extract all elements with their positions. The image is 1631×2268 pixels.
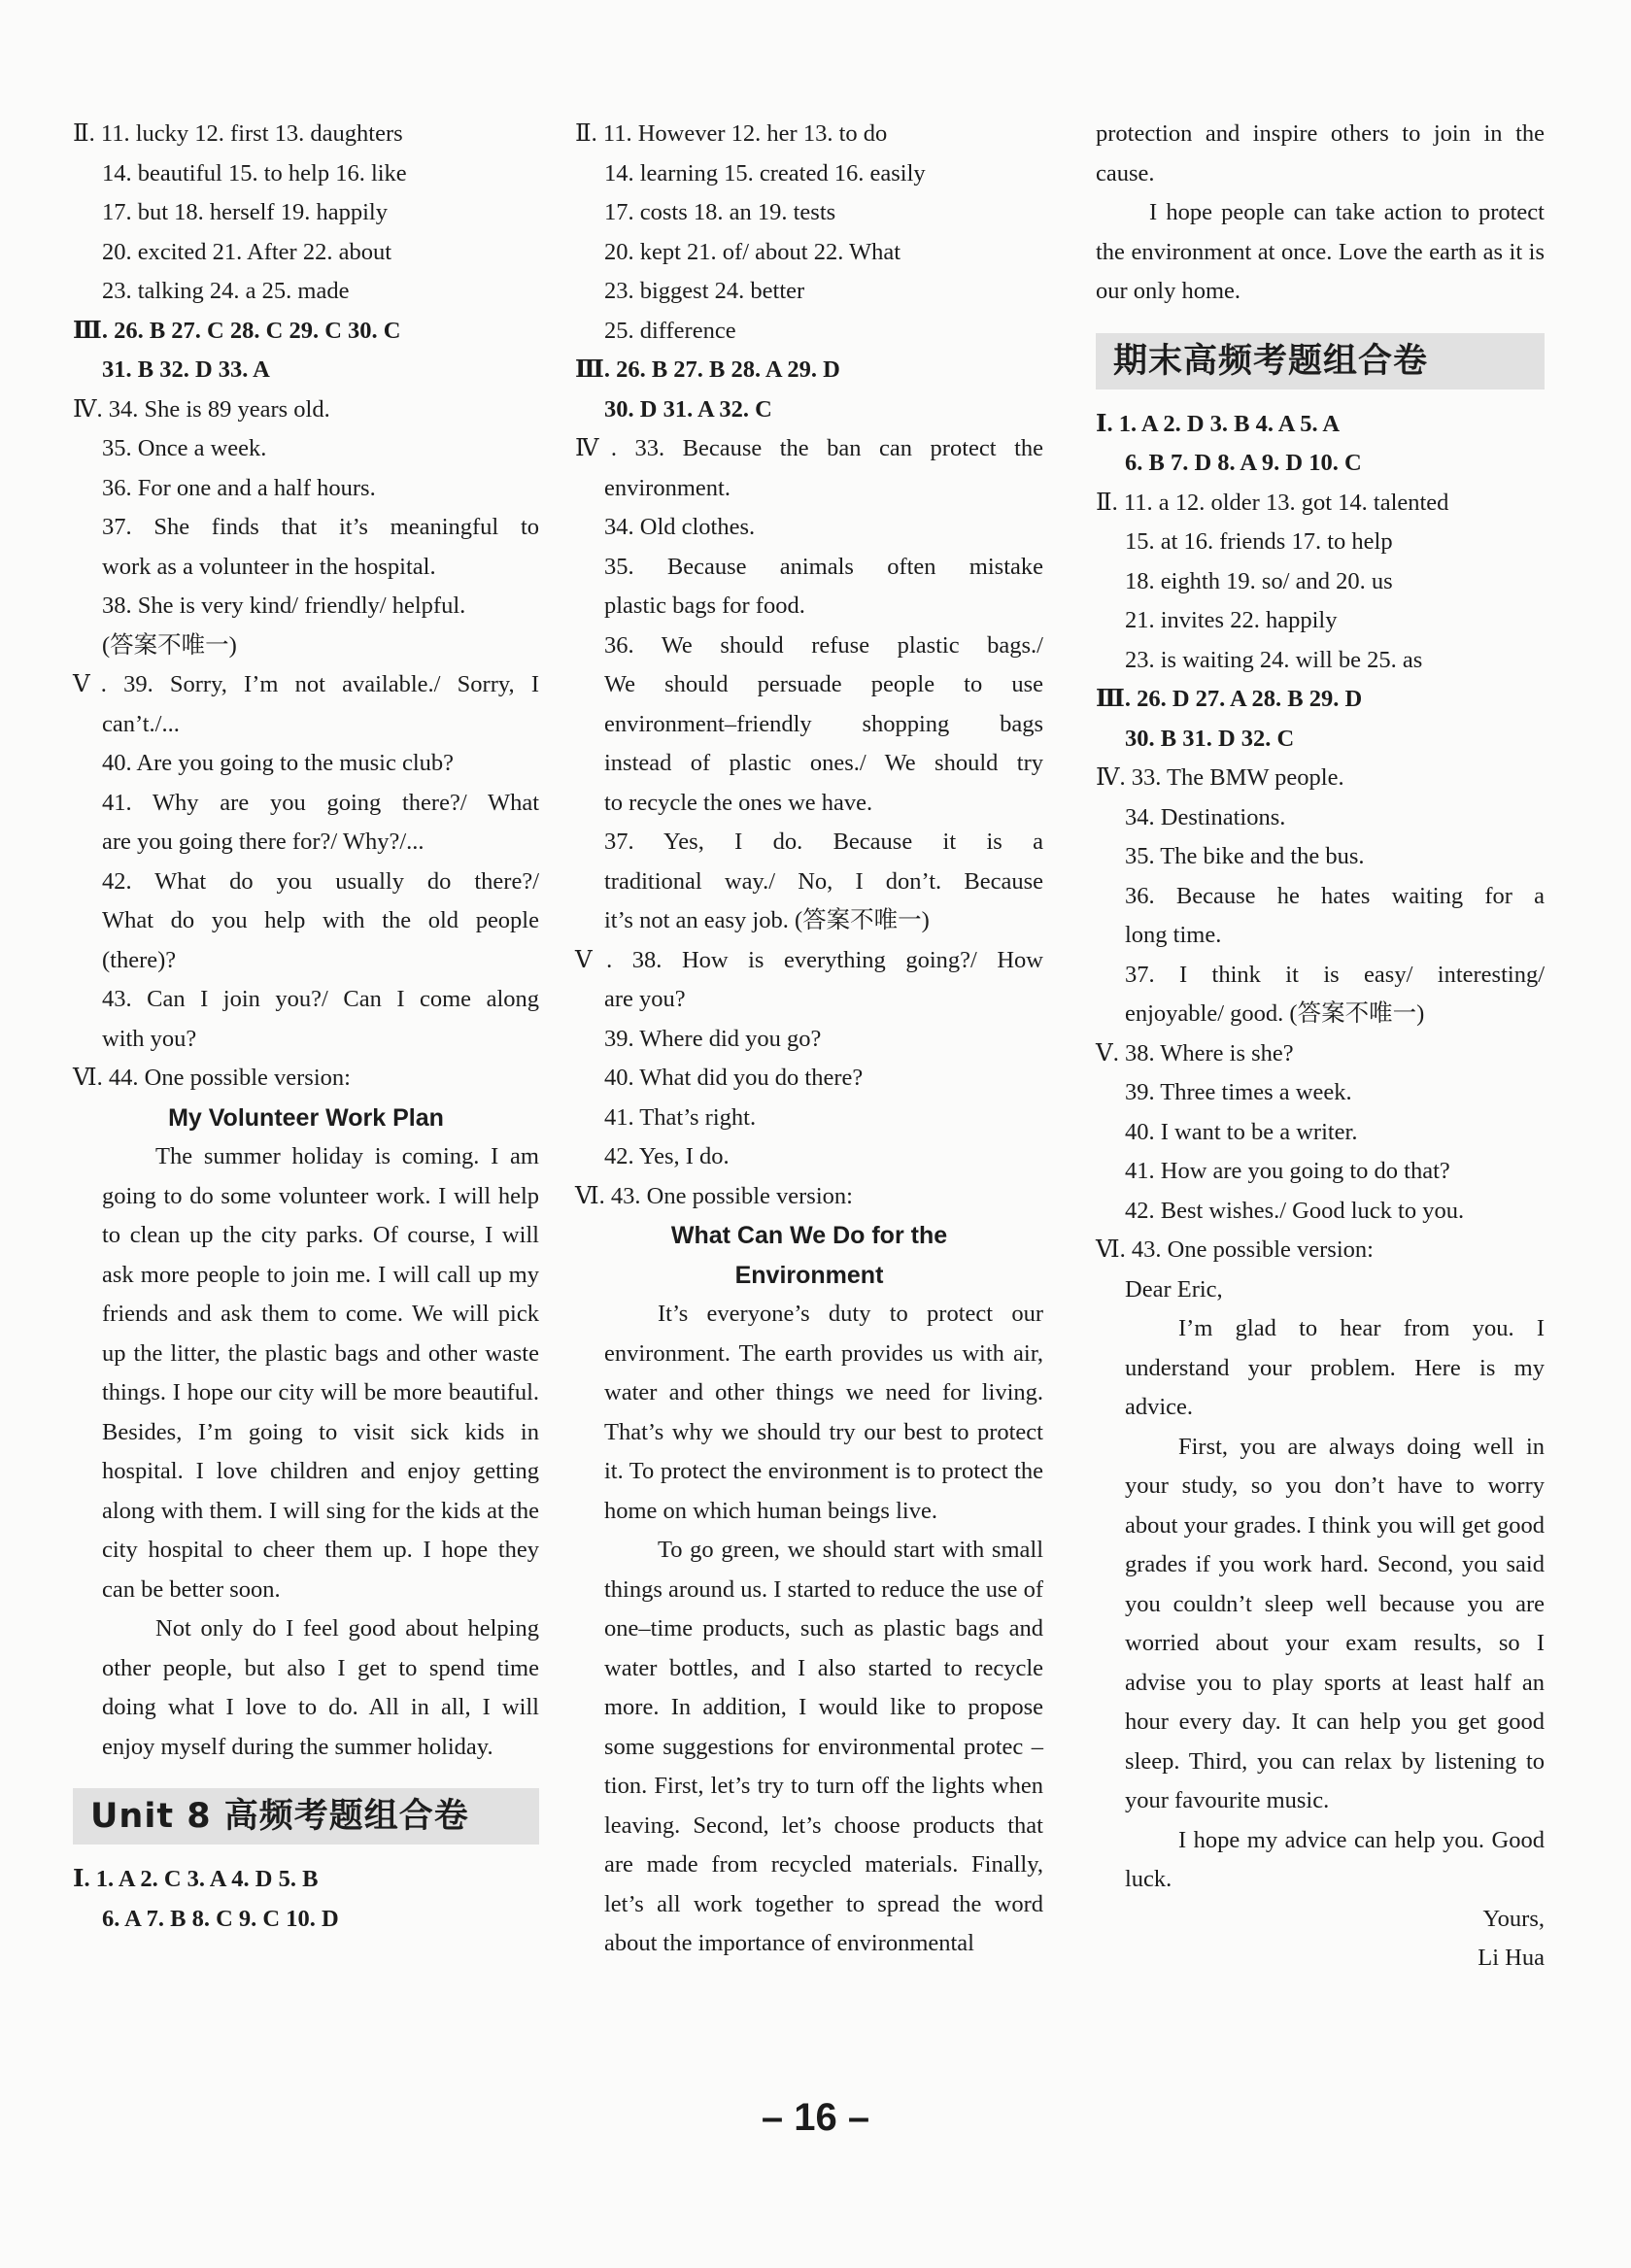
answer-line: long time. — [1125, 922, 1222, 948]
answer-line: with you? — [102, 1025, 197, 1052]
answer-line: 17. costs 18. an 19. tests — [604, 199, 836, 225]
answer-line: 43. Can I join you?/ Can I come along — [102, 986, 539, 1012]
answer-line: are you? — [604, 986, 686, 1012]
answer-line: 23. is waiting 24. will be 25. as — [1125, 646, 1423, 673]
answer-line: 6. A 7. B 8. C 9. C 10. D — [102, 1905, 339, 1932]
answer-line: 36. We should refuse plastic bags./ — [604, 631, 1043, 659]
answer-line: Ⅳ. 34. She is 89 years old. — [73, 395, 330, 423]
essay-paragraph: Not only do I feel good about helping other people, but also I get to spend time doing what I love to do. All in all, I will enjoy myself during the summer holiday. — [102, 1615, 539, 1760]
section-banner: Unit 8 高频考题组合卷 — [73, 1788, 539, 1845]
answer-line: 41. Why are you going there?/ What — [102, 789, 539, 816]
answer-line: 39. Where did you go? — [604, 1025, 822, 1052]
answer-line: Ⅱ. 11. a 12. older 13. got 14. talented — [1096, 489, 1449, 516]
answer-line: 35. The bike and the bus. — [1125, 843, 1365, 869]
answer-line: We should persuade people to use — [604, 671, 1043, 697]
answer-line: Ⅳ. 33. Because the ban can protect the — [575, 435, 1043, 461]
answer-line: enjoyable/ good. (答案不唯一) — [1125, 1000, 1425, 1027]
answer-line: Ⅴ. 39. Sorry, I’m not available./ Sorry, I — [73, 671, 539, 697]
section-banner: 期末高频考题组合卷 — [1096, 333, 1545, 389]
answer-line: 31. B 32. D 33. A — [102, 356, 270, 383]
column-right — [1096, 115, 1545, 1979]
answer-line: 17. but 18. herself 19. happily — [102, 199, 388, 225]
answer-line: 42. What do you usually do there?/ — [102, 867, 539, 895]
answer-line: 36. For one and a half hours. — [102, 474, 376, 501]
answer-line: What do you help with the old people — [102, 907, 539, 933]
answer-line: can’t./... — [102, 710, 180, 737]
answer-line: traditional way./ No, I don’t. Because — [604, 867, 1043, 895]
essay-title: Environment — [734, 1261, 884, 1289]
column-left — [73, 115, 539, 1939]
answer-line: 40. What did you do there? — [604, 1065, 864, 1091]
essay-title: What Can We Do for the — [670, 1222, 948, 1249]
letter-paragraph: I’m glad to hear from you. I understand your problem. Here is my advice. — [1125, 1315, 1545, 1420]
answer-line: 37. Yes, I do. Because it is a — [604, 829, 1043, 855]
essay-paragraph: To go green, we should start with small things around us. I started to reduce the use of one–time products, such as plastic bags and water bottles, and I also started to recycle more. In addition, I would like to propose some suggestions for environmental protec – tion. First, let’s try to turn off the lights when leaving. Second, let’s choose products that are made from recycled materials. Finally, let’s all work together to spread the word about the importance of environmental — [604, 1537, 1043, 1956]
answer-line: Ⅲ. 26. B 27. B 28. A 29. D — [575, 356, 840, 383]
answer-line: 15. at 16. friends 17. to help — [1125, 528, 1393, 555]
answer-line: work as a volunteer in the hospital. — [102, 553, 436, 580]
answer-line: Ⅵ. 43. One possible version: — [575, 1182, 853, 1209]
essay-title: My Volunteer Work Plan — [168, 1103, 444, 1132]
answer-line: 34. Old clothes. — [604, 514, 756, 540]
answer-line: 34. Destinations. — [1125, 803, 1286, 830]
answer-line: 37. She finds that it’s meaningful to — [102, 514, 539, 540]
answer-line: 6. B 7. D 8. A 9. D 10. C — [1125, 450, 1362, 476]
answer-line: Ⅲ. 26. B 27. C 28. C 29. C 30. C — [73, 317, 401, 344]
answer-line: are you going there for?/ Why?/... — [102, 829, 425, 855]
answer-line: 20. kept 21. of/ about 22. What — [604, 238, 901, 265]
essay-paragraph: I hope people can take action to protect the environment at once. Love the earth as it is our only home. — [1096, 199, 1545, 304]
answer-line: Ⅵ. 44. One possible version: — [73, 1065, 351, 1091]
answer-line: 23. biggest 24. better — [604, 278, 805, 304]
answer-line: 39. Three times a week. — [1125, 1079, 1352, 1105]
answer-line: 42. Best wishes./ Good luck to you. — [1125, 1197, 1465, 1224]
answer-line: Ⅱ. 11. However 12. her 13. to do — [575, 120, 888, 147]
answer-line: 25. difference — [604, 317, 736, 344]
answer-line: 18. eighth 19. so/ and 20. us — [1125, 567, 1393, 594]
answer-line: Ⅵ. 43. One possible version: — [1096, 1236, 1374, 1263]
answer-line: Ⅳ. 33. The BMW people. — [1096, 764, 1344, 791]
answer-line: 30. D 31. A 32. C — [604, 395, 772, 423]
answer-line: 14. beautiful 15. to help 16. like — [102, 159, 407, 186]
page-number: – 16 – — [761, 2096, 870, 2139]
answer-line: 41. That’s right. — [604, 1103, 757, 1131]
answer-line: 23. talking 24. a 25. made — [102, 278, 350, 304]
answer-line: 40. I want to be a writer. — [1125, 1118, 1358, 1145]
letter-paragraph: I hope my advice can help you. Good luck. — [1125, 1826, 1545, 1892]
answer-line: environment. — [604, 474, 731, 501]
answer-line: 40. Are you going to the music club? — [102, 750, 454, 776]
answer-line: 42. Yes, I do. — [604, 1143, 730, 1169]
answer-line: 35. Because animals often mistake — [604, 553, 1043, 580]
letter-greeting: Dear Eric, — [1125, 1275, 1223, 1303]
answer-line: Ⅰ. 1. A 2. D 3. B 4. A 5. A — [1096, 410, 1341, 437]
answer-line: Ⅱ. 11. lucky 12. first 13. daughters — [73, 120, 403, 147]
column-middle — [575, 115, 1043, 1964]
letter-paragraph: First, you are always doing well in your study, so you don’t have to worry about your grades. I think you will get good grades if you work hard. Second, you said you couldn’t sleep well because you are worried about your exam results, so I advise you to play sports at least half an hour every day. It can help you get good sleep. Third, you can relax by listening to your favourite music. — [1125, 1433, 1545, 1813]
answer-line: 20. excited 21. After 22. about — [102, 238, 392, 265]
answer-line: (答案不唯一) — [102, 631, 237, 659]
answer-line: 36. Because he hates waiting for a — [1125, 882, 1545, 909]
answer-line: (there)? — [102, 946, 177, 973]
answer-line: Ⅴ. 38. How is everything going?/ How — [575, 946, 1043, 973]
essay-paragraph: protection and inspire others to join in the cause. — [1096, 120, 1545, 186]
answer-line: environment–friendly shopping bags — [604, 710, 1043, 737]
answer-line: instead of plastic ones./ We should try — [604, 750, 1043, 776]
essay-paragraph: It’s everyone’s duty to protect our environment. The earth provides us with air, water and other things we need for living. That’s why we should try our best to protect it. To protect the environment is to protect the home on which human beings live. — [604, 1301, 1043, 1524]
answer-line: Ⅴ. 38. Where is she? — [1096, 1039, 1294, 1066]
answer-line: 35. Once a week. — [102, 435, 267, 461]
answer-line: to recycle the ones we have. — [604, 789, 873, 816]
answer-line: 37. I think it is easy/ interesting/ — [1125, 961, 1545, 988]
answer-line: 41. How are you going to do that? — [1125, 1158, 1450, 1184]
answer-line: it’s not an easy job. (答案不唯一) — [604, 907, 930, 933]
answer-line: 30. B 31. D 32. C — [1125, 725, 1295, 752]
answer-line: 14. learning 15. created 16. easily — [604, 159, 926, 186]
answer-line: plastic bags for food. — [604, 592, 805, 619]
letter-closing: Yours, — [1482, 1905, 1545, 1932]
answer-line: Ⅰ. 1. A 2. C 3. A 4. D 5. B — [73, 1866, 319, 1892]
essay-paragraph: The summer holiday is coming. I am going to do some volunteer work. I will help to clean up the city parks. Of course, I will ask more people to join me. I will call up my friends and ask them to come. We will pick up the litter, the plastic bags and other waste things. I hope our city will be more beautiful. Besides, I’m going to visit sick kids in hospital. I love children and enjoy getting along with them. I will sing for the kids at the city hospital to cheer them up. I hope they can be better soon. — [102, 1143, 539, 1603]
answer-line: 21. invites 22. happily — [1125, 607, 1338, 633]
letter-signature: Li Hua — [1478, 1945, 1545, 1971]
answer-line: Ⅲ. 26. D 27. A 28. B 29. D — [1096, 686, 1363, 712]
answer-line: 38. She is very kind/ friendly/ helpful. — [102, 592, 466, 619]
